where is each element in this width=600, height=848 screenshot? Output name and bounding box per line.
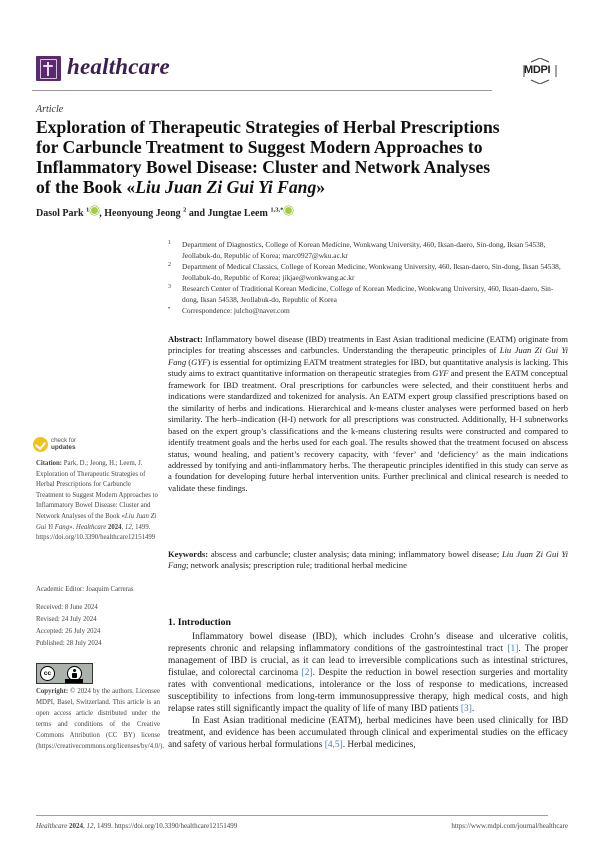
paragraph: [168, 715, 568, 751]
author-list: [36, 206, 293, 219]
footer-volume: 12: [86, 822, 94, 830]
publication-dates: [36, 602, 160, 650]
cc-by-license-badge[interactable]: [36, 663, 93, 684]
title-text: »: [316, 177, 326, 197]
title-line: Exploration of Therapeutic Strategies of Herbal Prescriptions: [36, 117, 500, 137]
citation-doi-link[interactable]: , 1499. https://doi.org/10.3390/healthcare12151499: [36, 523, 156, 542]
citation-volume: , 12: [121, 523, 132, 531]
mdpi-logo: [522, 58, 558, 84]
paragraph-text: . Herbal medicines,: [342, 740, 416, 750]
section-heading: 1. Introduction: [168, 617, 231, 628]
paragraph-text: In East Asian traditional medicine (EATM), herbal medicines have been used clinically for IBD treatment, and evidence has been accumulated through clinical and experimental studies on the efficacy and safety of various herbal formulations: [168, 716, 568, 750]
affiliation-text: Department of Diagnostics, College of Korean Medicine, Wonkwang University, 460, Iksan-daero, Sin-dong, Iksan 54538, Jeollabuk-do, Republic of Korea; marc0927@wku.ac.kr: [182, 240, 546, 260]
journal-header: [36, 52, 566, 92]
copyright: [36, 686, 165, 752]
footer-journal-url[interactable]: https://www.mdpi.com/journal/healthcare: [451, 822, 568, 830]
affiliations: [168, 239, 568, 316]
citation-year: 2024: [106, 523, 122, 531]
keywords-text: ; network analysis; prescription rule; traditional herbal medicine: [186, 560, 407, 571]
affiliation-number: 2: [168, 262, 171, 268]
author-affiliation-sup: 1,3,*: [270, 206, 284, 214]
article-type: Article: [36, 104, 64, 115]
affiliation-item: [168, 305, 568, 316]
author-name: Heonyoung Jeong: [104, 208, 184, 219]
date-revised: Revised: 24 July 2024: [36, 616, 97, 623]
affiliation-item: [168, 283, 568, 305]
cc-icon: cc: [40, 666, 55, 681]
paragraph-text: Inflammatory bowel disease (IBD), which includes Crohn’s disease and ulcerative colitis, represents chronic and relapsing inflammatory conditions of the gastrointestinal tract: [168, 632, 568, 654]
author-affiliation-sup: 2: [183, 206, 187, 214]
footer-year: 2024: [68, 822, 83, 830]
check-for-updates-button[interactable]: [33, 437, 113, 455]
publisher-name: MDPI: [524, 64, 551, 76]
abstract-text: Inflammatory bowel disease (IBD) treatments in East Asian traditional medicine (EATM) originate from principles for treating abscesses and carbuncles. Understanding the therapeutic principles of: [168, 334, 568, 356]
date-accepted: Accepted: 26 July 2024: [36, 628, 101, 635]
check-updates-text: check for: [51, 437, 77, 444]
citation-journal: Healthcare: [75, 523, 107, 531]
keywords: [168, 549, 568, 572]
footer-citation: Healthcare 2024, 12, 1499. https://doi.org/10.3390/healthcare12151499: [36, 822, 238, 830]
reference-link[interactable]: [3]: [460, 704, 472, 714]
header-divider: [32, 90, 492, 91]
affiliation-item: [168, 261, 568, 283]
copyright-text: © 2024 by the authors. Licensee MDPI, Basel, Switzerland. This article is an open access article distributed under the terms and conditions of the Creative Commons Attribution (CC BY) license (https://creativecommons.org/licenses/by/4.0/).: [36, 688, 165, 750]
book-title: Liu Juan Zi Gui Yi Fang: [135, 177, 317, 197]
citation-italic: Liu Juan Zi Gui Yi Fang: [36, 512, 157, 531]
abstract-italic: GYF: [191, 356, 208, 367]
affiliation-number: •: [168, 306, 171, 312]
paragraph-text: . Despite the reduction in bowel resection surgeries and mortality rates with conventional medications, intolerance or the loss of response to medications, increased susceptibility to infections from long-term immunosuppressive therapy, high medical costs, and high relapse rates still significantly impact the quality of life of many IBD patients: [168, 668, 568, 714]
citation: [36, 459, 160, 544]
abstract-text: ) is essential for optimizing EATM treatment strategies for IBD, but quantitative analysis is lacking. This study aims to extract quantitative information on therapeutic strategies from: [168, 356, 569, 379]
paragraph-text: . The proper management of IBD is crucial, as it can lead to irreversible complications such as intestinal strictures, fistulae, and colorectal carcinoma: [168, 644, 568, 678]
keywords-text: abscess and carbuncle; cluster analysis; data mining; inflammatory bowel disease;: [208, 549, 502, 559]
date-published: Published: 28 July 2024: [36, 640, 102, 647]
date-received: Received: 8 June 2024: [36, 604, 98, 611]
title-line: for Carbuncle Treatment to Suggest Modern Approaches to: [36, 137, 483, 157]
author-name: Jungtae Leem: [207, 208, 271, 219]
reference-link[interactable]: [2]: [301, 668, 313, 678]
citation-text: ».: [69, 523, 76, 531]
abstract-label: Abstract:: [168, 334, 203, 344]
affiliation-text: Research Center of Traditional Korean Medicine, College of Korean Medicine, Wonkwang University, 460, Iksan-daero, Sin-dong, Iksan 54538, Jeollabuk-do, Republic of Korea: [182, 284, 554, 304]
author-separator: ,: [99, 208, 105, 219]
paragraph: [168, 631, 568, 715]
by-label: [65, 679, 83, 683]
check-updates-icon: [33, 437, 48, 452]
keywords-italic: Liu Juan Zi Gui Yi Fang: [168, 549, 568, 571]
reference-link[interactable]: [1]: [507, 644, 519, 654]
abstract-italic: GYF: [432, 368, 449, 379]
footer-divider: [36, 815, 548, 816]
affiliation-text: Department of Medical Classics, College of Korean Medicine, Wonkwang University, 460, Iksan-daero, Sin-dong, Iksan 54538, Jeollabuk-do, Republic of Korea; jikjae@wonkwang.ac.kr: [182, 262, 561, 282]
abstract-text: (: [186, 356, 192, 367]
title-line: [36, 177, 556, 197]
academic-editor: Academic Editor: Joaquim Carreras: [36, 586, 134, 593]
copyright-label: Copyright:: [36, 688, 69, 695]
journal-name: healthcare: [67, 54, 170, 79]
footer-journal: Healthcare: [36, 822, 68, 830]
abstract-text: and present the EATM conceptual framework for IBD treatment. Oral prescriptions for carbuncles were selected, and their constituent herbs and indications were standardized and tokenized for analysis. An EATM expert group classified prescriptions based on the similarity of herbs and indications. Hierarchical and k-means cluster analyses were performed based on herb similarity. The herb–indication (H-I) network for all prescriptions was constructed. Additionally, H-I subnetworks based on the expert group’s classifications and the k-means clustering results were constructed and compared to identify treatment goals and the herbs used for each goal. The results showed that the treatment focused on abscess status, wound healing, and patient’s recovery capacity, with ‘fever’ and ‘deficiency’ as the main indications addressed by tonifying and anti-inflammatory herbs. The therapeutic principles identified in this study can serve as a foundation for developing future herbal intervention units. Further preclinical and clinical research is needed to validate these findings.: [168, 368, 568, 493]
author-separator: and: [186, 208, 208, 219]
orcid-icon[interactable]: [90, 206, 99, 215]
author-affiliation-sup: 1: [86, 206, 90, 214]
orcid-icon[interactable]: [284, 206, 293, 215]
title-line: Inflammatory Bowel Disease: Cluster and Network Analyses: [36, 157, 491, 177]
paragraph-text: .: [471, 704, 475, 714]
introduction-body: [168, 631, 568, 751]
title-text: of the Book «: [36, 177, 136, 197]
author-name: Dasol Park: [36, 208, 86, 219]
affiliation-number: 1: [168, 240, 171, 246]
journal-logo-icon: [36, 56, 61, 81]
abstract-italic: Liu Juan Zi Gui Yi Fang: [168, 345, 568, 367]
footer-doi-link[interactable]: , 1499. https://doi.org/10.3390/healthcare12151499: [93, 822, 238, 830]
keywords-label: Keywords:: [168, 549, 209, 559]
affiliation-number: 3: [168, 284, 171, 290]
affiliation-item: [168, 239, 568, 261]
article-title: [36, 117, 556, 197]
reference-link[interactable]: [4,5]: [324, 740, 343, 750]
citation-text: Park, D.; Jeong, H.; Leem, J. Exploration of Therapeutic Strategies of Herbal Prescriptions for Carbuncle Treatment to Suggest Modern Approaches to Inflammatory Bowel Disease: Cluster and Network Analyses of the Book «: [36, 460, 158, 520]
abstract: [168, 334, 568, 494]
check-updates-text: updates: [51, 444, 76, 451]
affiliation-text: Correspondence: julcho@naver.com: [182, 306, 290, 315]
citation-label: Citation:: [36, 460, 63, 467]
